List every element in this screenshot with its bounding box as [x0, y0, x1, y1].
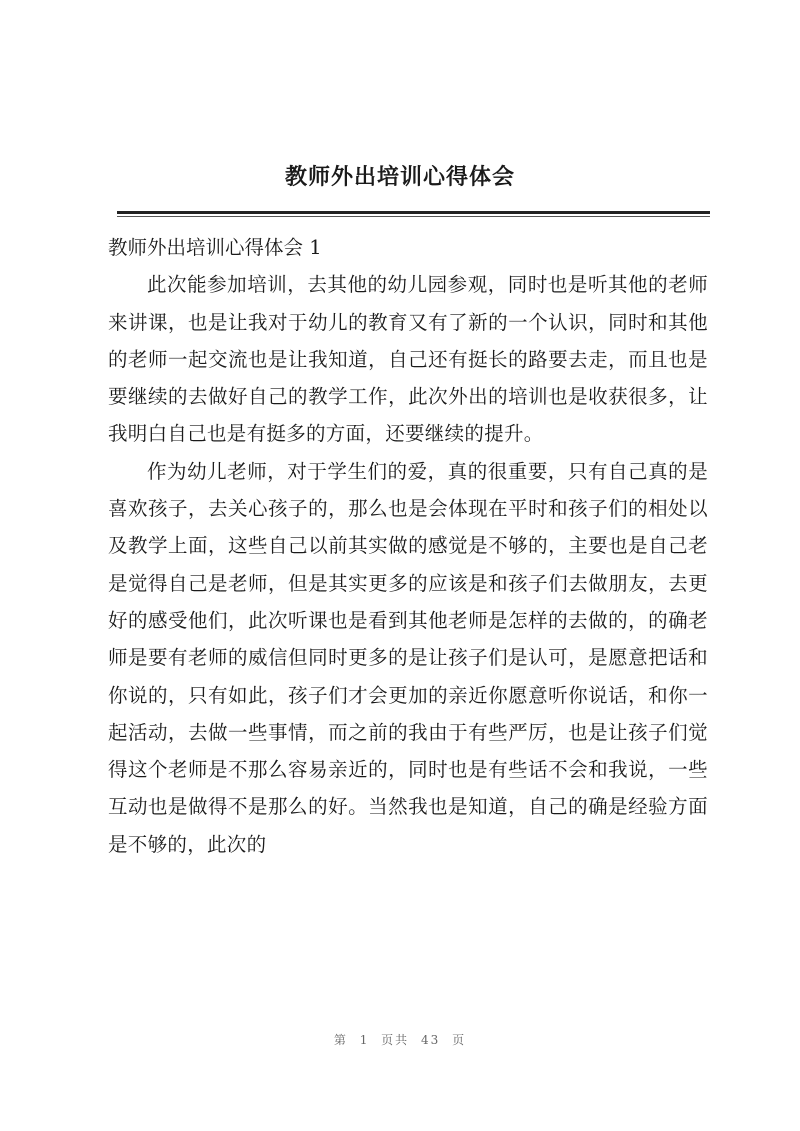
title-divider-thin — [117, 216, 710, 217]
paragraph-2: 作为幼儿老师，对于学生们的爱，真的很重要，只有自己真的是喜欢孩子，去关心孩子的，那么也是会体现在平时和孩子们的相处以及教学上面，这些自己以前其实做的感觉是不够的，主要也是自己老是觉得自己是老师，但是其实更多的应该是和孩子们去做朋友，去更好的感受他们，此次听课也是看到其他老师是怎样的去做的，的确老师是要有老师的威信但同时更多的是让孩子们是认可，是愿意把话和你说的，只有如此，孩子们才会更加的亲近你愿意听你说话，和你一起活动，去做一些事情，而之前的我由于有些严厉，也是让孩子们觉得这个老师是不那么容易亲近的，同时也是有些话不会和我说，一些互动也是做得不是那么的好。当然我也是知道，自己的确是经验方面是不够的，此次的 — [108, 459, 708, 856]
title-divider-thick — [117, 211, 710, 214]
footer-suffix: 页 — [452, 1033, 467, 1047]
footer-current-page: 1 — [359, 1033, 370, 1047]
paragraph-1: 此次能参加培训，去其他的幼儿园参观，同时也是听其他的老师来讲课，也是让我对于幼儿的教育又有了新的一个认识，同时和其他的老师一起交流也是让我知道，自己还有挺长的路要去走，而且也是要继续的去做好自己的教学工作，此次外出的培训也是收获很多，让我明白自己也是有挺多的方面，还要继续的提升。 — [108, 273, 708, 446]
footer-total-pages: 43 — [421, 1033, 441, 1047]
section-heading: 教师外出培训心得体会 1 — [108, 236, 322, 259]
page-footer — [0, 1031, 800, 1048]
footer-middle: 页共 — [381, 1033, 410, 1047]
document-body — [108, 229, 708, 863]
document-title: 教师外出培训心得体会 — [284, 165, 515, 190]
footer-prefix: 第 — [333, 1033, 348, 1047]
